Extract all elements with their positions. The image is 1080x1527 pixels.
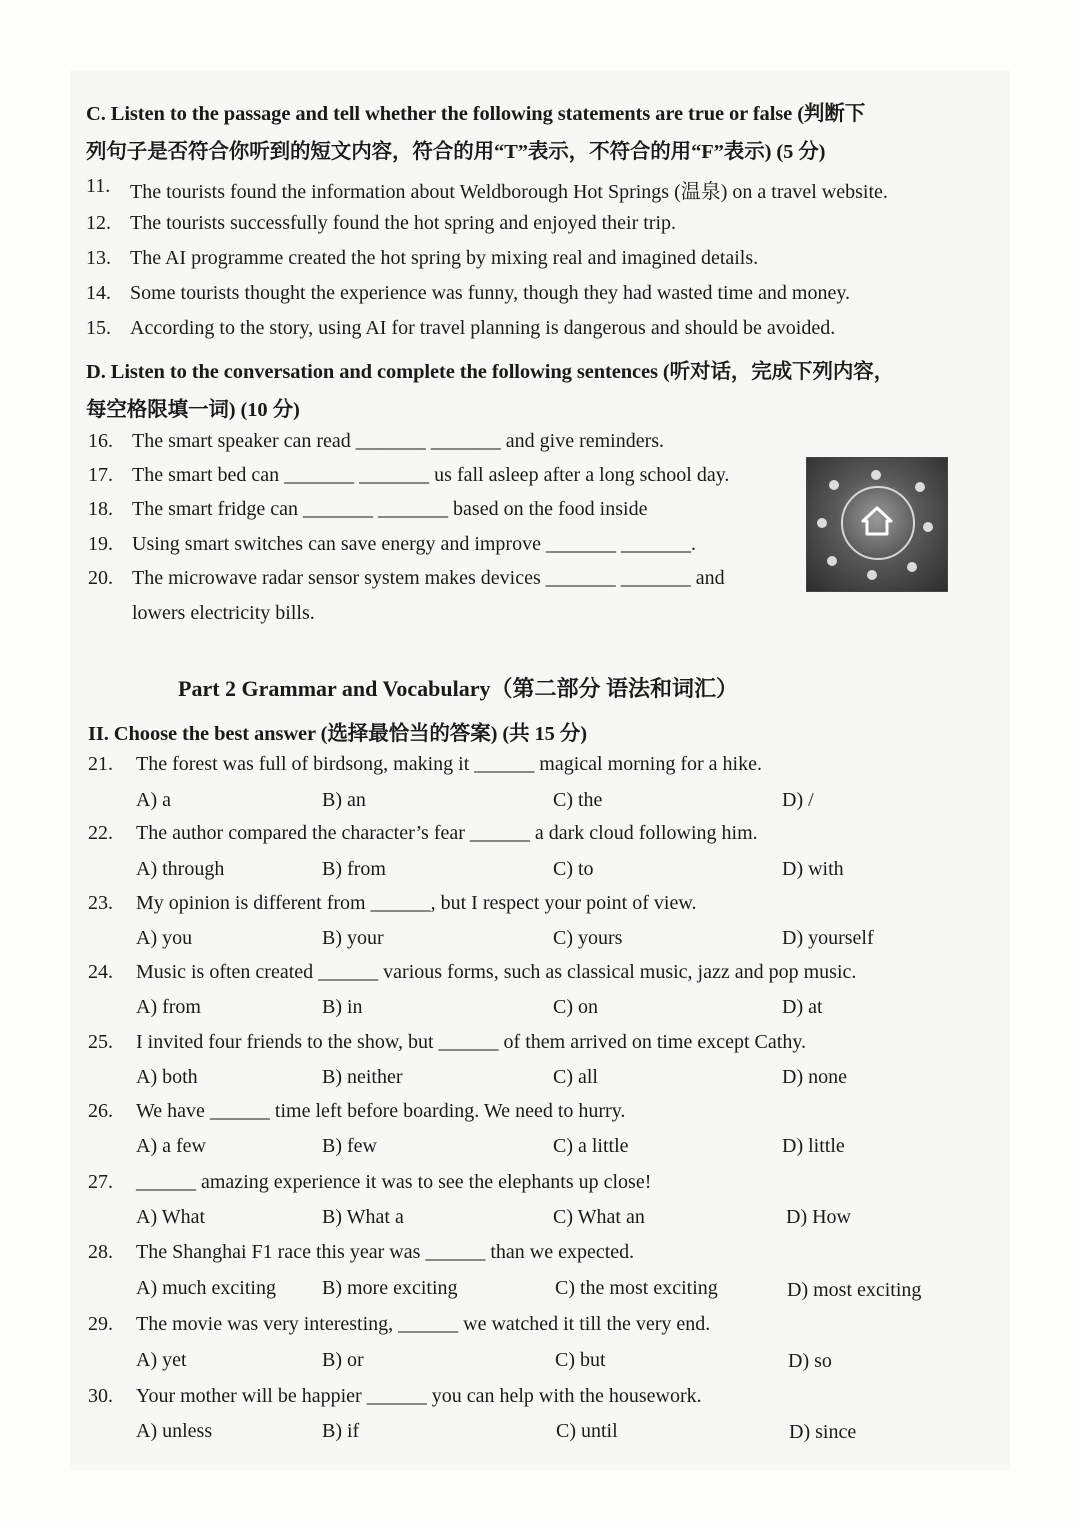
section-d-heading-line2: 每空格限填一词) (10 分) — [86, 399, 300, 421]
smart-home-image — [806, 457, 948, 592]
item-text: lowers electricity bills. — [132, 602, 315, 624]
question-stem: Your mother will be happier ______ you can help with the housework. — [136, 1385, 702, 1407]
item-text: According to the story, using AI for travel planning is dangerous and should be avoided. — [130, 317, 836, 339]
question-number: 24. — [88, 961, 113, 983]
option-c: C) the — [553, 789, 603, 811]
option-d: D) How — [786, 1206, 851, 1228]
item-text: The smart speaker can read _______ _______ and give reminders. — [132, 430, 665, 452]
question-number: 21. — [88, 753, 113, 775]
item-number: 15. — [86, 317, 111, 339]
option-d: D) most exciting — [787, 1279, 922, 1301]
option-d: D) at — [782, 996, 823, 1018]
option-b: B) What a — [322, 1206, 404, 1228]
option-d: D) little — [782, 1135, 845, 1157]
device-dot — [907, 562, 917, 572]
device-dot — [923, 522, 933, 532]
item-number: 18. — [88, 498, 113, 520]
smart-home-icon — [857, 501, 897, 541]
section-c-heading-line2: 列句子是否符合你听到的短文内容，符合的用“T”表示，不符合的用“F”表示) (5 分) — [86, 141, 826, 163]
item-text: The microwave radar sensor system makes devices _______ _______ and — [132, 567, 725, 589]
question-stem: ______ amazing experience it was to see the elephants up close! — [136, 1171, 652, 1193]
question-stem: The author compared the character’s fear ______ a dark cloud following him. — [136, 822, 758, 844]
item-number: 11. — [86, 175, 111, 197]
option-a: A) through — [136, 858, 225, 880]
question-number: 29. — [88, 1313, 113, 1335]
option-c: C) to — [553, 858, 594, 880]
option-a: A) What — [136, 1206, 206, 1228]
item-number: 17. — [88, 464, 113, 486]
device-dot — [817, 518, 827, 528]
question-number: 23. — [88, 892, 113, 914]
option-d: D) since — [789, 1421, 857, 1443]
option-c: C) until — [556, 1420, 618, 1442]
option-b: B) an — [322, 789, 366, 811]
item-number: 13. — [86, 247, 111, 269]
option-d: D) / — [782, 789, 814, 811]
question-number: 26. — [88, 1100, 113, 1122]
item-text: Using smart switches can save energy and improve _______ _______. — [132, 533, 696, 555]
option-c: C) but — [555, 1349, 606, 1371]
option-b: B) from — [322, 858, 386, 880]
part-title: Part 2 Grammar and Vocabulary（第二部分 语法和词汇） — [178, 676, 738, 701]
question-stem: My opinion is different from ______, but I respect your point of view. — [136, 892, 697, 914]
option-a: A) from — [136, 996, 201, 1018]
option-a: A) both — [136, 1066, 198, 1088]
question-number: 25. — [88, 1031, 113, 1053]
option-c: C) a little — [553, 1135, 629, 1157]
question-number: 22. — [88, 822, 113, 844]
option-b: B) if — [322, 1420, 360, 1442]
item-text: The smart fridge can _______ _______ based on the food inside — [132, 498, 648, 520]
option-b: B) more exciting — [322, 1277, 458, 1299]
item-number: 20. — [88, 567, 113, 589]
question-stem: The forest was full of birdsong, making it ______ magical morning for a hike. — [136, 753, 762, 775]
question-stem: The movie was very interesting, ______ we watched it till the very end. — [136, 1313, 711, 1335]
item-number: 19. — [88, 533, 113, 555]
device-dot — [829, 480, 839, 490]
question-number: 27. — [88, 1171, 113, 1193]
question-stem: The Shanghai F1 race this year was ______ than we expected. — [136, 1241, 635, 1263]
item-text: Some tourists thought the experience was funny, though they had wasted time and money. — [130, 282, 851, 304]
item-text: The smart bed can _______ _______ us fall asleep after a long school day. — [132, 464, 730, 486]
device-dot — [867, 570, 877, 580]
question-number: 30. — [88, 1385, 113, 1407]
item-number: 16. — [88, 430, 113, 452]
option-a: A) unless — [136, 1420, 213, 1442]
option-c: C) on — [553, 996, 598, 1018]
option-d: D) with — [782, 858, 844, 880]
option-c: C) yours — [553, 927, 623, 949]
option-c: C) the most exciting — [555, 1277, 718, 1299]
question-number: 28. — [88, 1241, 113, 1263]
item-number: 12. — [86, 212, 111, 234]
device-dot — [827, 556, 837, 566]
item-text: The tourists successfully found the hot spring and enjoyed their trip. — [130, 212, 677, 234]
option-d: D) so — [788, 1350, 832, 1372]
option-b: B) or — [322, 1349, 364, 1371]
option-a: A) a — [136, 789, 171, 811]
option-b: B) in — [322, 996, 363, 1018]
section-c-heading-line1: C. Listen to the passage and tell whether the following statements are true or false (判断下 — [86, 103, 866, 125]
device-dot — [915, 482, 925, 492]
question-stem: We have ______ time left before boarding. We need to hurry. — [136, 1100, 626, 1122]
item-number: 14. — [86, 282, 111, 304]
item-text: The AI programme created the hot spring by mixing real and imagined details. — [130, 247, 759, 269]
option-a: A) yet — [136, 1349, 187, 1371]
question-stem: I invited four friends to the show, but ______ of them arrived on time except Cathy. — [136, 1031, 807, 1053]
device-dot — [871, 470, 881, 480]
question-stem: Music is often created ______ various forms, such as classical music, jazz and pop music. — [136, 961, 857, 983]
option-a: A) a few — [136, 1135, 206, 1157]
option-b: B) few — [322, 1135, 377, 1157]
option-d: D) yourself — [782, 927, 874, 949]
option-a: A) much exciting — [136, 1277, 276, 1299]
item-text: The tourists found the information about Weldborough Hot Springs (温泉) on a travel website. — [130, 181, 888, 203]
option-c: C) What an — [553, 1206, 645, 1228]
option-b: B) your — [322, 927, 384, 949]
section-d-heading-line1: D. Listen to the conversation and complete the following sentences (听对话，完成下列内容， — [86, 361, 895, 383]
option-a: A) you — [136, 927, 193, 949]
section-ii-heading: II. Choose the best answer (选择最恰当的答案) (共 15 分) — [88, 723, 587, 745]
option-d: D) none — [782, 1066, 847, 1088]
option-c: C) all — [553, 1066, 598, 1088]
option-b: B) neither — [322, 1066, 403, 1088]
